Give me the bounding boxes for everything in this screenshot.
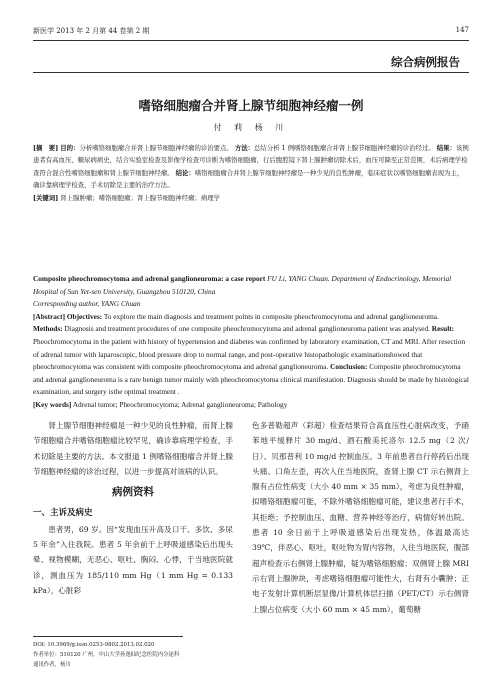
history-heading: 一、主诉及病史 xyxy=(33,508,93,519)
doi: DOI: 10.3969/g.issn.0253-9802.2013.02.020 xyxy=(33,642,155,648)
english-abstract xyxy=(33,273,469,412)
footnote xyxy=(33,640,233,670)
en-conclusion-text: Composite pheochromocytoma and adrenal ganglioneuroma is a rare benign tumor mainly with pheochromocytoma clinical manifestation. Diagnosis should be made by histological examination, and surgery isthe optimal treatment . xyxy=(33,362,469,397)
en-conclusion-label: Conclusion: xyxy=(330,362,368,372)
body-left-column xyxy=(33,418,233,598)
abstract-label: [摘 要] xyxy=(33,144,59,152)
header-rule xyxy=(33,40,469,41)
conclusion-label: 结论： xyxy=(175,168,195,177)
history-paragraph: 患者男，69 岁。因“发现血压升高及口干、多饮、多尿 5 年余”入住我院。患者 5 年余前于上呼吸道感染后出现头晕、视物模糊，无恶心、呕吐、胸闷、心悸，于当地医院就诊，测血压为 185/110 mm Hg（1 mm Hg = 0.133 kPa），心脏彩 xyxy=(33,524,233,595)
en-keywords: Adrenal tumor; Pheochromocytoma; Adrenal ganglioneuroma; Pathology xyxy=(72,399,288,409)
en-result-label: Result: xyxy=(431,324,455,334)
en-corresponding: Corresponding author, YANG Chuan xyxy=(33,299,141,309)
en-affiliation: Department of Endocrinology, Memorial Hospital of Sun Yet-sen University, Guangzhou 510120, China xyxy=(33,274,452,296)
en-objective-text: To explore the main diagnosis and treatment points in composite pheochromocytoma and adrenal ganglioneuroma. xyxy=(103,311,439,321)
result-label: 结果： xyxy=(436,144,456,152)
result-text: 该例患者有高血压、糖尿病病史，结合实验室检查及影像学检查可诊断为嗜铬细胞瘤，行后腹腔镜下肾上腺肿瘤切除术后，血压可降至正常范围，术后病理学检查符合混合性嗜铬细胞瘤和肾上腺节细胞神经瘤。 xyxy=(33,144,469,177)
en-keywords-label: [Key words] xyxy=(33,399,72,409)
en-methods-label: Methods: xyxy=(33,324,63,334)
section-rule xyxy=(33,72,469,73)
objective-text: 分析嗜铬细胞瘤合并肾上腺节细胞神经瘤的诊治要点。 xyxy=(79,144,233,152)
en-authors: FU Li, YANG Chuan. xyxy=(267,274,330,283)
right-paragraph: 色多普勒超声（彩超）检查结果符合高血压性心脏病改变，予硝苯地平缓释片 30 mg/d、酒石酸美托洛尔 12.5 mg（2 次/日）、贝那普利 10 mg/d 控制血压。3 年前患者自行停药后出现头痛、口角左歪，再次入住当地医院，查肾上腺 CT 示右侧肾上腺有占位性病变（大小 40 mm × 35 mm），考虑为良性肿瘤，拟嗜铬细胞瘤可能，不除外嗜铬细胞瘤可能，建议患者行手术，其拒绝；予控制血压、血糖、营养神经等治疗，病情好转出院。患者 10 余日前于上呼吸道感染后出现发热，体温最高达 39℃，伴恶心、呕吐，呕吐物为胃内容物，入住当地医院，腹部超声检查示右侧肾上腺肿瘤，疑为嗜铬细胞瘤；双侧肾上腺 MRI 示右肾上腺肿块，考虑嗜铬细胞瘤可能性大，右肾有小囊肿；正电子发射计算机断层显像/计算机体层扫描（PET/CT）示右侧肾上腺占位病变（大小 60 mm × 45 mm），葡萄糖 xyxy=(252,421,469,614)
method-label: 方法： xyxy=(234,144,255,152)
page-number: 147 xyxy=(455,26,469,34)
chinese-abstract xyxy=(33,142,469,204)
journal-issue: 新医学 2013 年 2 月第 44 卷第 2 期 xyxy=(33,27,150,35)
corresponding-author: 通讯作者，杨川 xyxy=(33,662,71,668)
objective-label: 目的： xyxy=(60,144,80,152)
body-right-column xyxy=(252,418,469,617)
method-text: 总结分析 1 例嗜铬细胞瘤合并肾上腺节细胞神经瘤的诊治经过。 xyxy=(254,144,435,152)
en-result-text: Pheochromocytoma in the patient with history of hypertension and diabetes was confirmed by laboratory examination, CT and MRI. After resection of adrenal tumor with laparoscopic, blood pressure drop to normal range, and post-operative histopathologic examinationshowed that pheochromocytoma was consistent with composite pheochromocytoma and adrenal ganglioneuroma. xyxy=(33,336,466,372)
keywords: 肾上腺肿瘤；嗜铬细胞瘤；肾上腺节细胞神经瘤；病理学 xyxy=(60,194,221,203)
authors: 付 莉 杨 川 xyxy=(213,123,289,132)
section-title: 综合病例报告 xyxy=(391,55,460,69)
en-objective-label: Objectives: xyxy=(66,311,103,321)
footnote-rule xyxy=(33,636,183,637)
case-heading: 病例资料 xyxy=(112,486,154,499)
keywords-label: [关键词] xyxy=(33,194,59,203)
en-methods-text: Diagnosis and treatment procedures of one composite pheochromocytoma and adrenal ganglioneuroma patient was analysed. xyxy=(64,324,430,334)
article-title: 嗜铬细胞瘤合并肾上腺节细胞神经瘤一例 xyxy=(138,98,364,113)
en-title: Composite pheochromocytoma and adrenal ganglioneuroma: a case report xyxy=(33,274,266,283)
running-header xyxy=(33,26,469,38)
intro-paragraph: 肾上腺节细胞神经瘤是一种少见的良性肿瘤，而肾上腺节细胞瘤合并嗜铬细胞瘤比较罕见，确诊靠病理学检查，手术切除是主要的方法。本文报道 1 例嗜铬细胞瘤合并肾上腺节细胞神经瘤的诊治过程，以进一步提高对该病的认识。 xyxy=(33,421,233,476)
conclusion-text: 嗜铬细胞瘤合并肾上腺节细胞神经瘤是一种少见的良性肿瘤，临床症状以嗜铬细胞瘤表现为主，确诊靠病理学检查，手术切除是主要的治疗方法。 xyxy=(33,168,464,189)
en-abstract-label: [Abstract] xyxy=(33,311,66,321)
author-unit: 作者单位：510120 广州，中山大学孙逸仙纪念医院内分泌科 xyxy=(33,652,180,658)
